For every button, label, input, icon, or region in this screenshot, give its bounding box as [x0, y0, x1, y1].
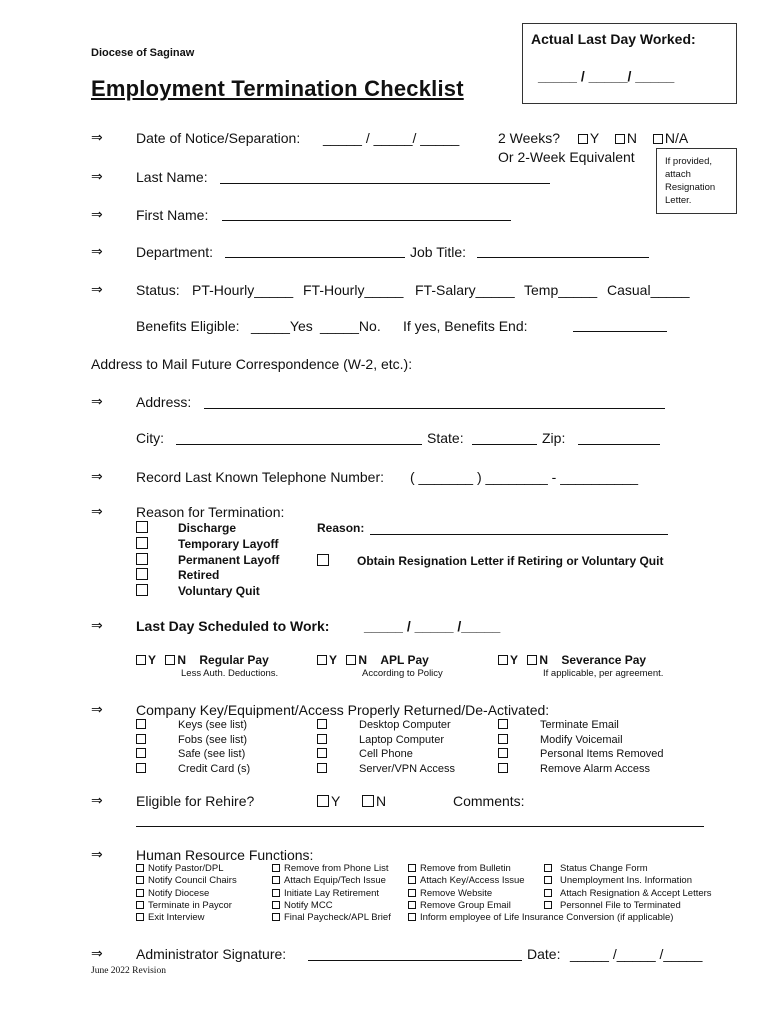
equipment-column-3 [498, 718, 664, 776]
arrow-icon: ⇒ [91, 130, 103, 146]
hr-checkbox[interactable] [272, 864, 280, 872]
equipment-item-label: Cell Phone [359, 748, 413, 760]
severance-pay-yes-checkbox[interactable] [498, 655, 508, 665]
list-item[interactable] [272, 900, 391, 912]
two-weeks-no-checkbox[interactable] [615, 134, 625, 144]
regular-pay-no-checkbox[interactable] [165, 655, 175, 665]
terminate-email-checkbox[interactable] [498, 719, 508, 729]
signature-label: Administrator Signature: [136, 946, 287, 962]
job-title-label: Job Title: [410, 244, 467, 260]
hr-checkbox[interactable] [408, 901, 416, 909]
phone-label: Record Last Known Telephone Number: [136, 469, 385, 485]
list-item[interactable] [408, 912, 673, 924]
keys-checkbox[interactable] [136, 719, 146, 729]
list-item[interactable] [136, 762, 250, 777]
signature-field[interactable] [308, 960, 522, 961]
alarm-access-checkbox[interactable] [498, 763, 508, 773]
hr-item-label: Final Paycheck/APL Brief [284, 912, 391, 924]
two-weeks-row [498, 130, 688, 146]
severance-pay-no-label: N [539, 653, 549, 667]
hr-checkbox[interactable] [272, 889, 280, 897]
resignation-note-box [656, 148, 737, 214]
department-label: Department: [136, 244, 214, 260]
list-item[interactable] [272, 863, 391, 875]
benefits-end-field[interactable] [573, 331, 667, 332]
list-item[interactable] [544, 875, 712, 887]
reason-option-label: Retired [178, 568, 220, 583]
severance-pay-note: If applicable, per agreement. [543, 668, 664, 679]
two-weeks-na-checkbox[interactable] [653, 134, 663, 144]
arrow-icon: ⇒ [91, 169, 103, 185]
revision-note: June 2022 Revision [91, 966, 166, 976]
rehire-no-label: N [375, 793, 387, 809]
hr-checkbox[interactable] [544, 864, 552, 872]
department-field[interactable] [225, 257, 405, 258]
status-option-ft-hourly[interactable]: FT-Hourly_____ [303, 282, 404, 298]
modify-voicemail-checkbox[interactable] [498, 734, 508, 744]
hr-column-2 [272, 863, 391, 924]
benefits-end-label: If yes, Benefits End: [403, 318, 528, 334]
job-title-field[interactable] [477, 257, 649, 258]
equipment-item-label: Terminate Email [540, 719, 619, 731]
equipment-column-1 [136, 718, 250, 776]
rehire-yes-checkbox[interactable] [317, 795, 329, 807]
list-item[interactable] [136, 888, 237, 900]
resignation-letter-row [317, 552, 663, 570]
severance-pay-yes-label: Y [510, 653, 519, 667]
zip-field[interactable] [578, 444, 660, 445]
list-item[interactable] [317, 718, 455, 733]
equipment-item-label: Personal Items Removed [540, 748, 664, 760]
hr-checkbox[interactable] [408, 864, 416, 872]
comments-label: Comments: [453, 793, 525, 809]
notice-date-field[interactable]: _____ / _____/ _____ [323, 130, 460, 146]
hr-checkbox[interactable] [408, 913, 416, 921]
hr-item-label: Attach Key/Access Issue [420, 875, 525, 887]
two-weeks-yes-checkbox[interactable] [578, 134, 588, 144]
address-field[interactable] [204, 408, 665, 409]
safe-checkbox[interactable] [136, 748, 146, 758]
status-option-pt-hourly[interactable]: PT-Hourly_____ [192, 282, 294, 298]
notice-date-label: Date of Notice/Separation: [136, 130, 301, 146]
hr-item-label: Notify Diocese [148, 887, 210, 899]
apl-pay-no-label: N [358, 653, 368, 667]
last-day-label: Last Day Scheduled to Work: [136, 618, 330, 634]
list-item[interactable] [317, 747, 455, 762]
hr-checkbox[interactable] [272, 876, 280, 884]
arrow-icon: ⇒ [91, 847, 103, 863]
hr-checkbox[interactable] [136, 901, 144, 909]
apl-pay-yes-checkbox[interactable] [317, 655, 327, 665]
hr-functions-label: Human Resource Functions: [136, 847, 314, 863]
actual-last-day-title: Actual Last Day Worked: [531, 31, 696, 47]
last-name-label: Last Name: [136, 169, 208, 185]
resignation-note-line: Resignation [665, 182, 716, 193]
hr-item-label: Attach Equip/Tech Issue [284, 875, 386, 887]
hr-checkbox[interactable] [136, 913, 144, 921]
list-item[interactable] [136, 520, 279, 536]
hr-checkbox[interactable] [408, 889, 416, 897]
list-item[interactable] [136, 863, 237, 875]
fobs-checkbox[interactable] [136, 734, 146, 744]
regular-pay-label: Regular Pay [199, 653, 269, 667]
apl-pay-yes-label: Y [329, 653, 338, 667]
status-option-ft-salary[interactable]: FT-Salary_____ [415, 282, 515, 298]
two-weeks-label: 2 Weeks? [498, 130, 560, 146]
list-item[interactable] [136, 912, 237, 924]
list-item[interactable] [136, 536, 279, 552]
list-item[interactable] [136, 552, 279, 568]
equipment-item-label: Server/VPN Access [359, 762, 455, 775]
signature-date-label: Date: [527, 946, 561, 962]
list-item[interactable] [317, 733, 455, 748]
equipment-item-label: Keys (see list) [178, 719, 248, 731]
benefits-yes-field[interactable]: _____Yes [251, 318, 313, 334]
status-option-casual[interactable]: Casual_____ [607, 282, 690, 298]
hr-column-1 [136, 863, 237, 924]
regular-pay-row [136, 653, 269, 667]
hr-item-label: Remove Website [420, 887, 493, 899]
equipment-item-label: Remove Alarm Access [540, 762, 651, 775]
first-name-label: First Name: [136, 207, 209, 223]
apl-pay-no-checkbox[interactable] [346, 655, 356, 665]
list-item[interactable] [317, 762, 455, 777]
actual-last-day-date-field[interactable]: _____ / _____/ _____ [538, 68, 675, 84]
personal-items-checkbox[interactable] [498, 748, 508, 758]
reason-option-label: Voluntary Quit [178, 584, 260, 599]
list-item[interactable] [136, 583, 279, 599]
page-title: Employment Termination Checklist [91, 76, 464, 101]
arrow-icon: ⇒ [91, 946, 103, 962]
rehire-yes-label: Y [331, 793, 341, 809]
list-item[interactable] [272, 875, 391, 887]
hr-item-label: Unemployment Ins. Information [560, 875, 693, 887]
last-day-date-field[interactable]: _____ / _____ /_____ [364, 618, 501, 634]
regular-pay-note: Less Auth. Deductions. [181, 668, 279, 679]
regular-pay-no-label: N [177, 653, 187, 667]
address-label: Address: [136, 394, 192, 410]
credit-card-checkbox[interactable] [136, 763, 146, 773]
list-item[interactable] [136, 900, 237, 912]
arrow-icon: ⇒ [91, 702, 103, 718]
apl-pay-row [317, 653, 429, 667]
actual-last-day-box [522, 23, 737, 104]
list-item[interactable] [498, 762, 664, 777]
list-item[interactable] [544, 863, 712, 875]
server-vpn-checkbox[interactable] [317, 763, 327, 773]
hr-item-label: Terminate in Paycor [148, 899, 232, 911]
resignation-note-line: attach [665, 169, 691, 180]
hr-checkbox[interactable] [272, 901, 280, 909]
equipment-item-label: Modify Voicemail [540, 733, 623, 746]
arrow-icon: ⇒ [91, 394, 103, 410]
cell-phone-checkbox[interactable] [317, 748, 327, 758]
list-item[interactable] [544, 888, 712, 900]
list-item[interactable] [136, 747, 250, 762]
severance-pay-label: Severance Pay [561, 653, 647, 667]
benefits-no-field[interactable]: _____No. [320, 318, 381, 334]
list-item[interactable] [498, 733, 664, 748]
hr-item-label: Remove from Bulletin [420, 863, 511, 874]
benefits-eligible-label: Benefits Eligible: [136, 318, 240, 334]
apl-pay-label: APL Pay [380, 653, 429, 667]
arrow-icon: ⇒ [91, 469, 103, 485]
hr-item-label: Notify Pastor/DPL [148, 863, 224, 874]
apl-pay-note: According to Policy [362, 668, 443, 679]
status-option-temp[interactable]: Temp_____ [524, 282, 598, 298]
hr-item-label: Initiate Lay Retirement [284, 887, 380, 899]
permanent-layoff-checkbox[interactable] [136, 553, 148, 565]
list-item[interactable] [136, 875, 237, 887]
hr-item-label: Remove from Phone List [284, 863, 389, 874]
equipment-item-label: Credit Card (s) [178, 762, 251, 775]
list-item[interactable] [498, 718, 664, 733]
hr-checkbox[interactable] [408, 876, 416, 884]
resignation-letter-label: Obtain Resignation Letter if Retiring or Voluntary Quit [357, 554, 664, 568]
two-weeks-no-label: N [626, 130, 637, 146]
reason-option-label: Discharge [178, 521, 237, 535]
first-name-field[interactable] [222, 220, 511, 221]
status-label: Status: [136, 282, 180, 298]
hr-column-4 [544, 863, 712, 912]
reason-option-label: Temporary Layoff [178, 536, 279, 551]
laptop-computer-checkbox[interactable] [317, 734, 327, 744]
list-item[interactable] [544, 900, 712, 912]
reason-detail-field[interactable] [370, 534, 668, 535]
arrow-icon: ⇒ [91, 207, 103, 223]
hr-checkbox[interactable] [136, 889, 144, 897]
two-weeks-na-label: N/A [664, 130, 689, 146]
hr-checkbox[interactable] [544, 901, 552, 909]
regular-pay-yes-label: Y [148, 653, 157, 667]
hr-checkbox[interactable] [544, 876, 552, 884]
hr-item-label: Exit Interview [148, 912, 205, 924]
equipment-column-2 [317, 718, 455, 776]
temporary-layoff-checkbox[interactable] [136, 537, 148, 549]
equipment-item-label: Fobs (see list) [178, 733, 248, 746]
rehire-no-checkbox[interactable] [362, 795, 374, 807]
hr-item-label: Personnel File to Terminated [560, 899, 681, 911]
resignation-note-line: If provided, [665, 156, 712, 167]
zip-label: Zip: [542, 430, 566, 446]
termination-reason-list [136, 520, 279, 599]
rehire-options [317, 793, 386, 809]
arrow-icon: ⇒ [91, 618, 103, 634]
severance-pay-row [498, 653, 646, 667]
list-item[interactable] [136, 567, 279, 583]
reason-detail-label: Reason: [317, 521, 365, 535]
discharge-checkbox[interactable] [136, 521, 148, 533]
severance-pay-no-checkbox[interactable] [527, 655, 537, 665]
hr-item-label: Notify MCC [284, 899, 333, 911]
hr-item-label: Status Change Form [560, 863, 648, 874]
arrow-icon: ⇒ [91, 793, 103, 809]
two-weeks-yes-label: Y [589, 130, 599, 146]
equipment-item-label: Laptop Computer [359, 733, 444, 746]
arrow-icon: ⇒ [91, 244, 103, 260]
list-item[interactable] [272, 912, 391, 924]
hr-checkbox[interactable] [544, 889, 552, 897]
state-label: State: [427, 430, 464, 446]
equipment-label: Company Key/Equipment/Access Properly Returned/De-Activated: [136, 702, 550, 718]
voluntary-quit-checkbox[interactable] [136, 584, 148, 596]
arrow-icon: ⇒ [91, 504, 103, 520]
hr-item-label: Inform employee of Life Insurance Conversion (if applicable) [420, 912, 674, 924]
hr-item-label: Remove Group Email [420, 899, 511, 911]
two-week-equivalent: Or 2-Week Equivalent [498, 149, 635, 165]
list-item[interactable] [498, 747, 664, 762]
resignation-letter-checkbox[interactable] [317, 554, 329, 566]
organization-name: Diocese of Saginaw [91, 47, 195, 59]
rehire-label: Eligible for Rehire? [136, 793, 255, 809]
hr-item-label: Notify Council Chairs [148, 875, 237, 887]
signature-date-field[interactable]: _____ /_____ /_____ [570, 946, 703, 962]
reason-option-label: Permanent Layoff [178, 552, 280, 567]
arrow-icon: ⇒ [91, 282, 103, 298]
phone-field[interactable]: ( _______ ) ________ - __________ [410, 469, 639, 485]
list-item[interactable] [272, 888, 391, 900]
desktop-computer-checkbox[interactable] [317, 719, 327, 729]
resignation-note-line: Letter. [665, 195, 692, 206]
city-label: City: [136, 430, 164, 446]
hr-checkbox[interactable] [272, 913, 280, 921]
city-field[interactable] [176, 444, 422, 445]
list-item[interactable] [136, 718, 250, 733]
comments-field[interactable] [136, 826, 704, 827]
hr-checkbox[interactable] [136, 864, 144, 872]
equipment-item-label: Safe (see list) [178, 748, 246, 760]
regular-pay-yes-checkbox[interactable] [136, 655, 146, 665]
last-name-field[interactable] [220, 183, 550, 184]
termination-reason-label: Reason for Termination: [136, 504, 285, 520]
state-field[interactable] [472, 444, 537, 445]
equipment-item-label: Desktop Computer [359, 719, 451, 731]
hr-item-label: Attach Resignation & Accept Letters [560, 887, 712, 899]
address-heading: Address to Mail Future Correspondence (W-2, etc.): [91, 356, 413, 372]
retired-checkbox[interactable] [136, 568, 148, 580]
hr-checkbox[interactable] [136, 876, 144, 884]
list-item[interactable] [136, 733, 250, 748]
